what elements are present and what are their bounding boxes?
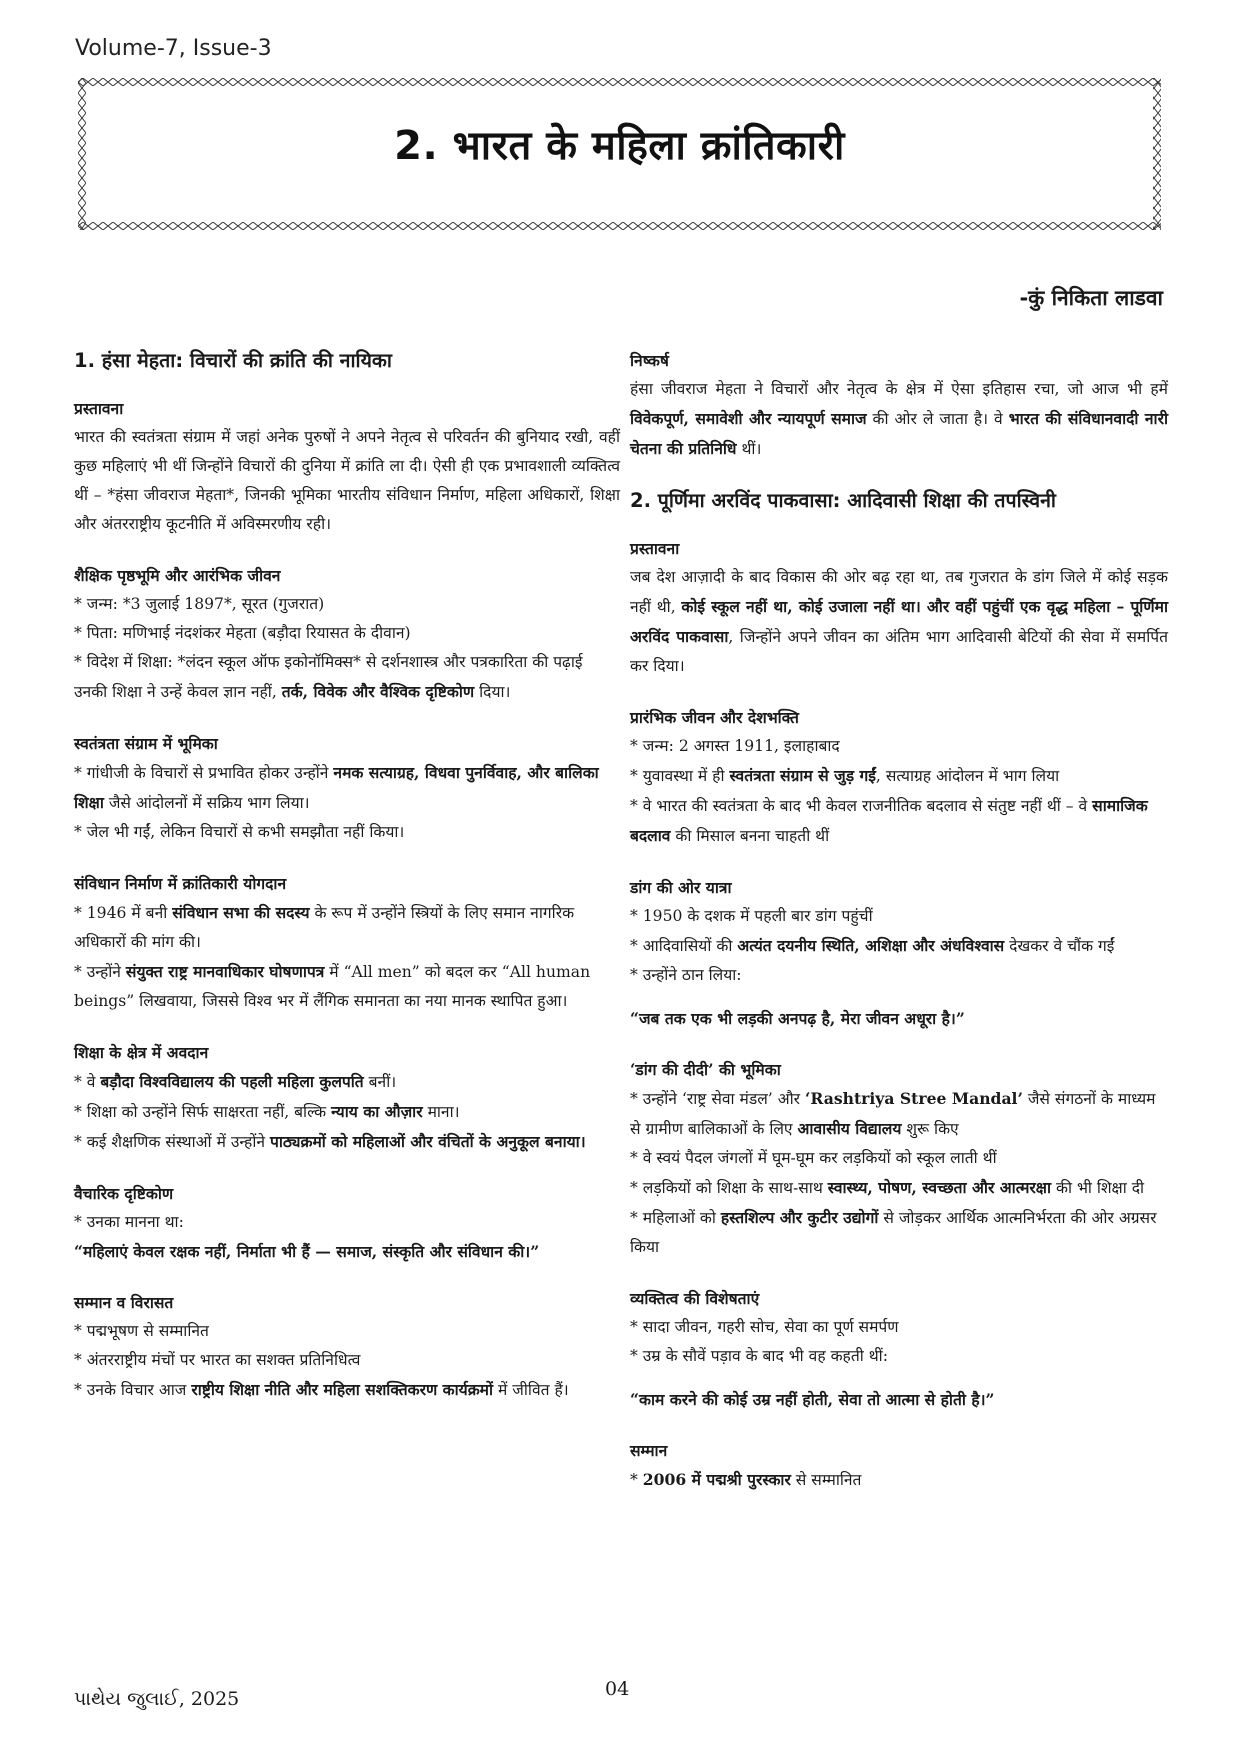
list-item: * कई शैक्षणिक संस्थाओं में उन्होंने पाठ्यक्रमों को महिलाओं और वंचितों के अनुकूल बनाया।	[74, 1132, 586, 1151]
section-heading: सम्मान व विरासत	[74, 1293, 174, 1312]
footer-publication: પાથેય જુલાઈ, 2025	[74, 1688, 240, 1710]
list-item: * उनका मानना था:	[74, 1213, 184, 1231]
quote: “जब तक एक भी लड़की अनपढ़ है, मेरा जीवन अधूरा है।”	[630, 1009, 965, 1028]
section-heading: सम्मान	[630, 1441, 668, 1460]
author-name: -कुं निकिता लाडवा	[1019, 286, 1163, 310]
section-didi	[630, 1055, 1168, 1262]
list-item: * उन्होंने ठान लिया:	[630, 966, 742, 984]
paragraph: भारत की स्वतंत्रता संग्राम में जहां अनेक पुरुषों ने अपने नेतृत्व से परिवर्तन की बुनियाद रखी, वहीं कुछ महिलाएं भी थीं जिन्होंने विचारों की दुनिया में क्रांति ला दी। ऐसी ही एक प्रभावशाली व्यक्तित्व थीं – *हंसा जीवराज मेहता*, जिनकी भूमिका भारतीय संविधान निर्माण, महिला अधिकारों, शिक्षा और अंतरराष्ट्रीय कूटनीति में अविस्मरणीय रही।	[74, 428, 620, 533]
quote: “महिलाएं केवल रक्षक नहीं, निर्माता भी हैं — समाज, संस्कृति और संविधान की।”	[74, 1242, 540, 1261]
list-item: * जन्म: 2 अगस्त 1911, इलाहाबाद	[630, 737, 840, 755]
section-constitution	[74, 869, 620, 1016]
section-heading: प्रस्तावना	[630, 539, 680, 558]
section-edu-field	[74, 1038, 620, 1157]
section-intro-2	[630, 534, 1168, 681]
section-heading: प्रस्तावना	[74, 399, 124, 418]
section-legacy	[74, 1288, 620, 1405]
list-item: * उन्होंने ‘राष्ट्र सेवा मंडल’ और ‘Rashtriya Stree Mandal’ जैसे संगठनों के माध्यम से ग्रामीण बालिकाओं के लिए आवासीय विद्यालय शुरू किए	[630, 1089, 1156, 1138]
list-item: * आदिवासियों की अत्यंत दयनीय स्थिति, अशिक्षा और अंधविश्वास देखकर वे चौंक गईं	[630, 936, 1115, 955]
section-heading: निष्कर्ष	[630, 351, 669, 370]
list-item: * लड़कियों को शिक्षा के साथ-साथ स्वास्थ्य, पोषण, स्वच्छता और आत्मरक्षा की भी शिक्षा दी	[630, 1178, 1145, 1197]
section-heading: वैचारिक दृष्टिकोण	[74, 1184, 174, 1203]
section-dang	[630, 873, 1168, 1033]
section-early-life	[630, 703, 1168, 851]
list-item: * 2006 में पद्मश्री पुरस्कार से सम्मानित	[630, 1470, 862, 1489]
article-title-2: 2. पूर्णिमा अरविंद पाकवासा: आदिवासी शिक्षा की तपस्विनी	[630, 489, 1056, 512]
section-view	[74, 1179, 620, 1266]
section-education	[74, 561, 620, 707]
list-item: * पिता: मणिभाई नंदशंकर मेहता (बड़ौदा रियासत के दीवान)	[74, 624, 411, 642]
list-item: * उनके विचार आज राष्ट्रीय शिक्षा नीति और महिला सशक्तिकरण कार्यक्रमों में जीवित हैं।	[74, 1380, 569, 1399]
list-item: * अंतरराष्ट्रीय मंचों पर भारत का सशक्त प्रतिनिधित्व	[74, 1351, 361, 1369]
section-heading: शिक्षा के क्षेत्र में अवदान	[74, 1043, 209, 1062]
list-item: * वे भारत की स्वतंत्रता के बाद भी केवल राजनीतिक बदलाव से संतुष्ट नहीं थीं – वे सामाजिक बदलाव की मिसाल बनना चाहती थीं	[630, 796, 1148, 845]
paragraph: हंसा जीवराज मेहता ने विचारों और नेतृत्व के क्षेत्र में ऐसा इतिहास रचा, जो आज भी हमें विवेकपूर्ण, समावेशी और न्यायपूर्ण समाज की ओर ले जाता है। वे भारत की संविधानवादी नारी चेतना की प्रतिनिधि थीं।	[630, 380, 1168, 458]
volume-issue: Volume-7, Issue-3	[75, 36, 272, 61]
list-item: * सादा जीवन, गहरी सोच, सेवा का पूर्ण समर्पण	[630, 1318, 899, 1336]
summary-line: उनकी शिक्षा ने उन्हें केवल ज्ञान नहीं, तर्क, विवेक और वैश्विक दृष्टिकोण दिया।	[74, 682, 511, 701]
section-conclusion	[630, 346, 1168, 464]
section-heading: शैक्षिक पृष्ठभूमि और आरंभिक जीवन	[74, 566, 281, 585]
right-column	[630, 346, 1168, 1517]
list-item: * जेल भी गईं, लेकिन विचारों से कभी समझौता नहीं किया।	[74, 823, 405, 841]
section-intro-1	[74, 394, 620, 539]
section-honor	[630, 1436, 1168, 1495]
list-item: * उम्र के सौवें पड़ाव के बाद भी वह कहती थीं:	[630, 1347, 888, 1365]
list-item: * वे स्वयं पैदल जंगलों में घूम-घूम कर लड़कियों को स्कूल लाती थीं	[630, 1149, 997, 1167]
quote: “काम करने की कोई उम्र नहीं होती, सेवा तो आत्मा से होती है।”	[630, 1390, 995, 1409]
article-title-1: 1. हंसा मेहता: विचारों की क्रांति की नायिका	[74, 349, 392, 372]
list-item: * पद्मभूषण से सम्मानित	[74, 1322, 209, 1340]
left-column	[74, 346, 620, 1427]
section-heading: डांग की ओर यात्रा	[630, 878, 732, 897]
list-item: * जन्म: *3 जुलाई 1897*, सूरत (गुजरात)	[74, 595, 325, 613]
list-item: * युवावस्था में ही स्वतंत्रता संग्राम से जुड़ गईं, सत्याग्रह आंदोलन में भाग लिया	[630, 766, 1060, 785]
paragraph: जब देश आज़ादी के बाद विकास की ओर बढ़ रहा था, तब गुजरात के डांग जिले में कोई सड़क नहीं थी, कोई स्कूल नहीं था, कोई उजाला नहीं था। और वहीं पहुंचीं एक वृद्ध महिला – पूर्णिमा अरविंद पाकवासा, जिन्होंने अपने जीवन का अंतिम भाग आदिवासी बेटियों की सेवा में समर्पित कर दिया।	[630, 568, 1168, 675]
list-item: * गांधीजी के विचारों से प्रभावित होकर उन्होंने नमक सत्याग्रह, विधवा पुनर्विवाह, और बालिका शिक्षा जैसे आंदोलनों में सक्रिय भाग लिया।	[74, 763, 599, 812]
page-title: 2. भारत के महिला क्रांतिकारी	[394, 123, 845, 169]
page-number: 04	[605, 1678, 630, 1700]
section-heading: प्रारंभिक जीवन और देशभक्ति	[630, 708, 799, 727]
section-heading: ‘डांग की दीदी’ की भूमिका	[630, 1060, 781, 1079]
list-item: * महिलाओं को हस्तशिल्प और कुटीर उद्योगों से जोड़कर आर्थिक आत्मनिर्भरता की ओर अग्रसर किया	[630, 1208, 1157, 1256]
list-item: * विदेश में शिक्षा: *लंदन स्कूल ऑफ इकोनॉमिक्स* से दर्शनशास्त्र और पत्रकारिता की पढ़ाई	[74, 653, 583, 671]
section-heading: स्वतंत्रता संग्राम में भूमिका	[74, 734, 218, 753]
list-item: * उन्होंने संयुक्त राष्ट्र मानवाधिकार घोषणापत्र में “All men” को बदल कर “All human beings” लिखवाया, जिससे विश्व भर में लैंगिक समानता का नया मानक स्थापित हुआ।	[74, 962, 591, 1010]
list-item: * 1950 के दशक में पहली बार डांग पहुंचीं	[630, 907, 873, 925]
section-traits	[630, 1284, 1168, 1414]
section-heading: व्यक्तित्व की विशेषताएं	[630, 1289, 760, 1308]
list-item: * शिक्षा को उन्होंने सिर्फ साक्षरता नहीं, बल्कि न्याय का औज़ार माना।	[74, 1102, 460, 1121]
section-heading: संविधान निर्माण में क्रांतिकारी योगदान	[74, 874, 287, 893]
section-freedom	[74, 729, 620, 847]
list-item: * वे बड़ौदा विश्वविद्यालय की पहली महिला कुलपति बनीं।	[74, 1072, 397, 1091]
title-frame	[78, 78, 1161, 230]
list-item: * 1946 में बनी संविधान सभा की सदस्य के रूप में उन्होंने स्त्रियों के लिए समान नागरिक अधिकारों की मांग की।	[74, 903, 575, 951]
